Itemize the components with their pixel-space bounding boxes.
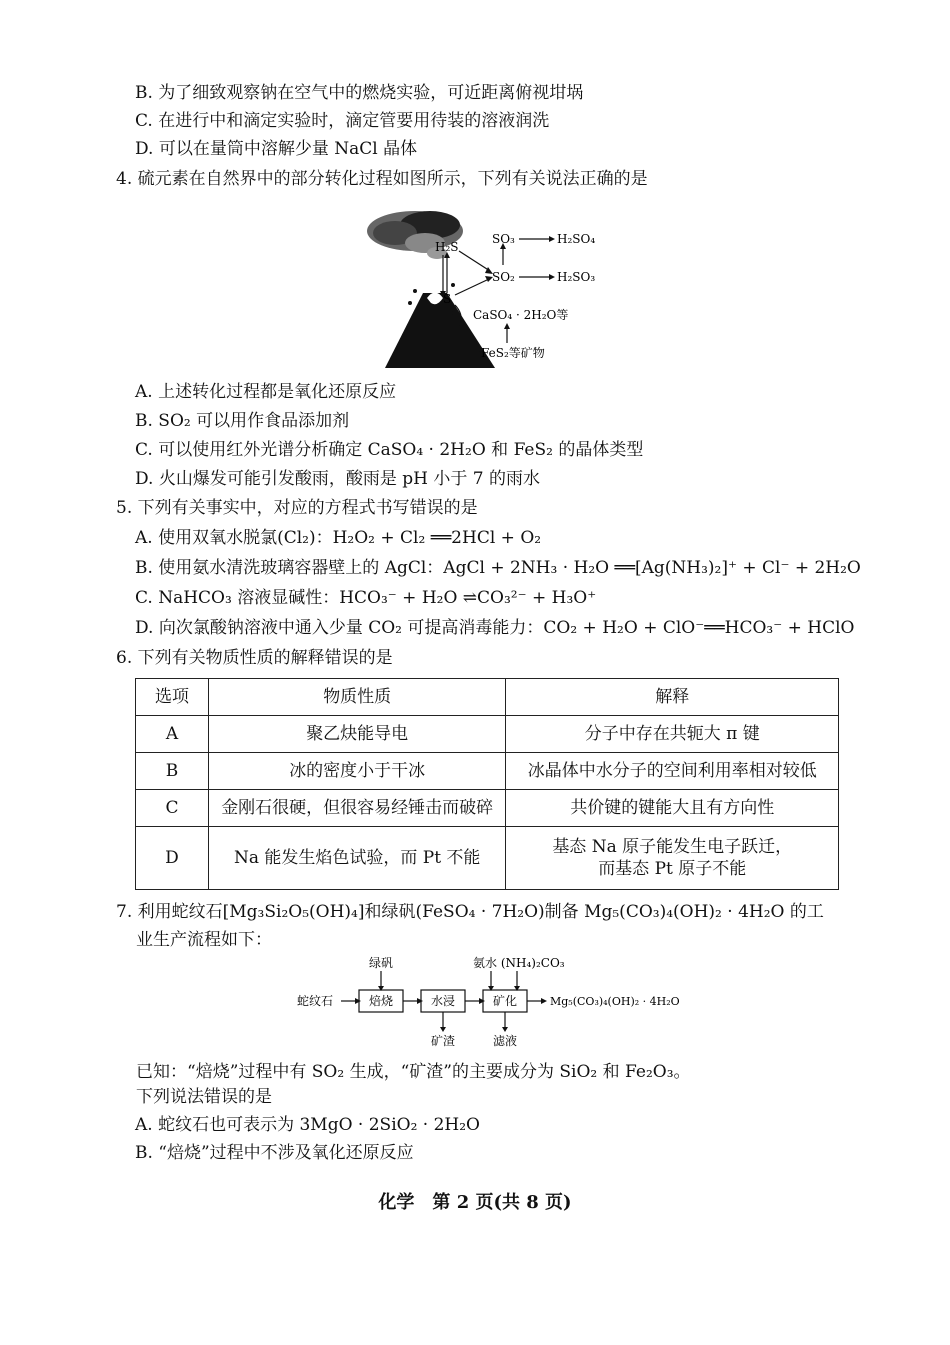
- table-cell: B: [136, 753, 209, 790]
- table-cell: 分子中存在共轭大 π 键: [506, 716, 839, 753]
- q3-option-c: C. 在进行中和滴定实验时，滴定管要用待装的溶液润洗: [135, 111, 550, 131]
- q5-option-b: B. 使用氨水清洗玻璃容器壁上的 AgCl：AgCl + 2NH₃ · H₂O ══[Ag(NH₃)₂]⁺ + Cl⁻ + 2H₂O: [135, 558, 861, 578]
- q4-option-a: A. 上述转化过程都是氧化还原反应: [135, 382, 397, 402]
- q6-stem: 6. 下列有关物质性质的解释错误的是: [116, 648, 393, 668]
- table-row: [136, 753, 839, 790]
- q4-option-c: C. 可以使用红外光谱分析确定 CaSO₄ · 2H₂O 和 FeS₂ 的晶体类型: [135, 440, 644, 460]
- kuanghua-label: 矿化: [493, 994, 518, 1008]
- page-footer: 化学 第 2 页(共 8 页): [378, 1192, 572, 1213]
- table-cell: Na 能发生焰色试验，而 Pt 不能: [208, 827, 506, 890]
- h2s-label: H₂S: [435, 240, 459, 254]
- q6-table: [135, 678, 839, 890]
- so2-label: SO₂: [492, 270, 515, 284]
- table-cell: C: [136, 790, 209, 827]
- table-header: 解释: [506, 679, 839, 716]
- volcano-icon: [385, 283, 495, 368]
- q7-option-a: A. 蛇纹石也可表示为 3MgO · 2SiO₂ · 2H₂O: [135, 1115, 480, 1135]
- shuijin-label: 水浸: [431, 994, 456, 1008]
- q7-stem-line1: 7. 利用蛇纹石[Mg₃Si₂O₅(OH)₄]和绿矾(FeSO₄ · 7H₂O)制备 Mg₅(CO₃)₄(OH)₂ · 4H₂O 的工: [116, 902, 824, 922]
- table-cell: 冰晶体中水分子的空间利用率相对较低: [506, 753, 839, 790]
- q7-stem-line2: 业生产流程如下：: [136, 930, 272, 950]
- table-cell-multiline: [506, 827, 839, 890]
- table-cell: A: [136, 716, 209, 753]
- table-row: [136, 790, 839, 827]
- q4-option-d: D. 火山爆发可能引发酸雨，酸雨是 pH 小于 7 的雨水: [135, 469, 540, 489]
- lvfan-label: 绿矾: [369, 956, 394, 970]
- table-header-row: [136, 679, 839, 716]
- q3-option-d: D. 可以在量筒中溶解少量 NaCl 晶体: [135, 139, 418, 159]
- caso4-label: CaSO₄ · 2H₂O等: [473, 308, 569, 322]
- so3-label: SO₃: [492, 232, 515, 246]
- table-cell-line: 而基态 Pt 原子不能: [598, 859, 747, 879]
- lvye-label: 滤液: [493, 1034, 518, 1048]
- q7-option-b: B. “焙烧”过程中不涉及氧化还原反应: [135, 1143, 414, 1163]
- q4-option-b: B. SO₂ 可以用作食品添加剂: [135, 411, 350, 431]
- fes2-label: FeS₂等矿物: [481, 346, 545, 360]
- table-header: 选项: [136, 679, 209, 716]
- table-cell: 冰的密度小于干冰: [208, 753, 506, 790]
- q3-option-b: B. 为了细致观察钠在空气中的燃烧实验，可近距离俯视坩埚: [135, 83, 584, 103]
- q5-option-d: D. 向次氯酸钠溶液中通入少量 CO₂ 可提高消毒能力：CO₂ + H₂O + ClO⁻══HCO₃⁻ + HClO: [135, 618, 855, 638]
- kuangzha-label: 矿渣: [431, 1034, 456, 1048]
- table-cell: D: [136, 827, 209, 890]
- q5-option-c: C. NaHCO₃ 溶液显碱性：HCO₃⁻ + H₂O ⇌CO₃²⁻ + H₃O⁺: [135, 588, 597, 608]
- q5-stem: 5. 下列有关事实中，对应的方程式书写错误的是: [116, 498, 478, 518]
- process-flow-diagram: [295, 953, 685, 1053]
- table-cell: 共价键的键能大且有方向性: [506, 790, 839, 827]
- sulfur-cycle-diagram: [355, 203, 615, 373]
- table-cell-line: 基态 Na 原子能发生电子跃迁，: [552, 837, 793, 857]
- product-label: Mg₅(CO₃)₄(OH)₂ · 4H₂O: [550, 995, 680, 1008]
- table-row: [136, 716, 839, 753]
- q7-ask: 下列说法错误的是: [136, 1087, 272, 1107]
- s-label: S: [443, 292, 452, 306]
- shewen-label: 蛇纹石: [297, 994, 334, 1008]
- q7-known: 已知：“焙烧”过程中有 SO₂ 生成，“矿渣”的主要成分为 SiO₂ 和 Fe₂O₃。: [136, 1062, 691, 1082]
- h2so3-label: H₂SO₃: [557, 270, 596, 284]
- table-row: [136, 827, 839, 890]
- h2so4-label: H₂SO₄: [557, 232, 596, 246]
- q5-option-a: A. 使用双氧水脱氯(Cl₂)：H₂O₂ + Cl₂ ══2HCl + O₂: [135, 528, 542, 548]
- q4-stem: 4. 硫元素在自然界中的部分转化过程如图所示，下列有关说法正确的是: [116, 169, 648, 189]
- beishao-label: 焙烧: [369, 994, 394, 1008]
- anshui-label: 氨水 (NH₄)₂CO₃: [473, 956, 565, 970]
- table-header: 物质性质: [208, 679, 506, 716]
- table-cell: 金刚石很硬，但很容易经锤击而破碎: [208, 790, 506, 827]
- table-cell: 聚乙炔能导电: [208, 716, 506, 753]
